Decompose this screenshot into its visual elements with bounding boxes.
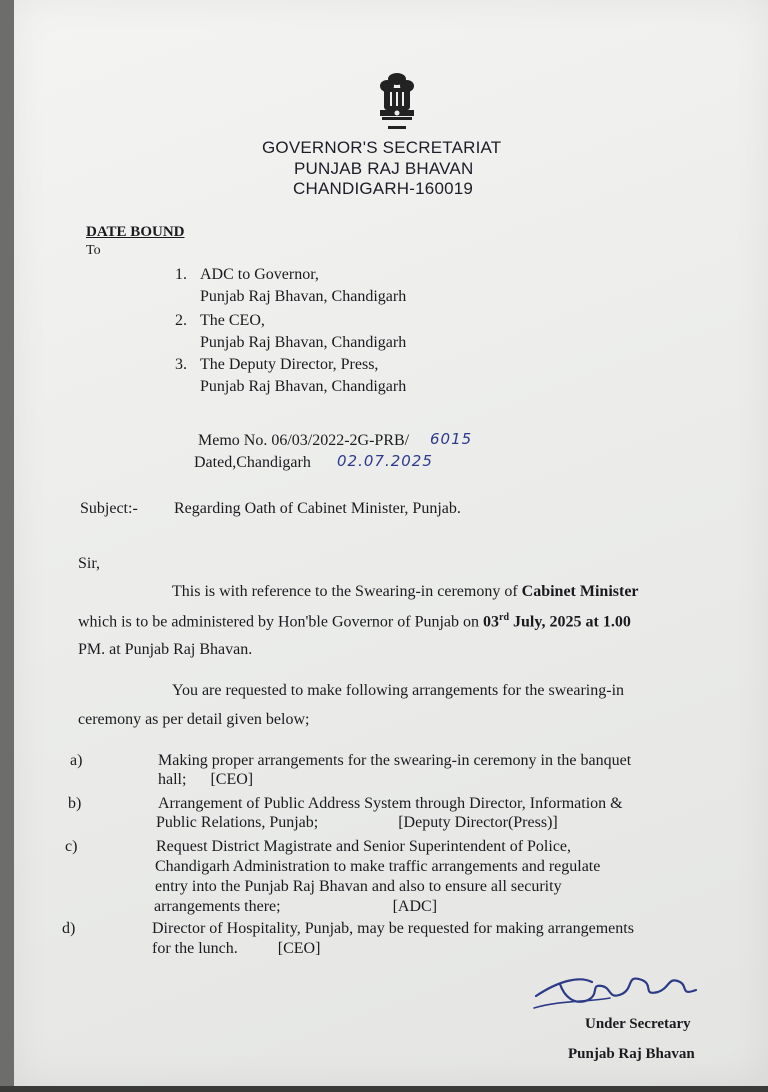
- list-item-line: Director of Hospitality, Punjab, may be requested for making arrangements: [152, 920, 634, 937]
- signature-icon: [530, 960, 705, 1020]
- secretariat-heading: GOVERNOR'S SECRETARIAT: [262, 138, 502, 157]
- state-emblem-icon: [370, 70, 424, 136]
- list-item-label: c): [65, 838, 78, 855]
- memo-number-label: Memo No. 06/03/2022-2G-PRB/: [198, 432, 410, 449]
- recipient-address: Punjab Raj Bhavan, Chandigarh: [200, 334, 407, 351]
- paragraph-line: PM. at Punjab Raj Bhavan.: [78, 641, 253, 658]
- list-item-label: d): [62, 920, 76, 937]
- list-item-line: entry into the Punjab Raj Bhavan and also to ensure all security: [155, 878, 562, 895]
- paragraph-line: which is to be administered by Hon'ble Governor of Punjab on 03rd July, 2025 at 1.00: [78, 612, 631, 631]
- recipient-line: The CEO,: [200, 312, 265, 329]
- signatory-office: Punjab Raj Bhavan: [568, 1046, 695, 1062]
- paragraph-line: ceremony as per detail given below;: [78, 711, 310, 728]
- recipient-number: 3.: [175, 356, 187, 373]
- list-item-label: b): [68, 795, 82, 812]
- paragraph-line: This is with reference to the Swearing-in ceremony of Cabinet Minister: [172, 583, 639, 600]
- list-item-line: for the lunch. [CEO]: [152, 940, 321, 957]
- list-item-line: Arrangement of Public Address System through Director, Information &: [158, 795, 623, 812]
- recipient-address: Punjab Raj Bhavan, Chandigarh: [200, 378, 407, 395]
- list-item-line: arrangements there; [ADC]: [154, 898, 438, 915]
- memo-date-label: Dated,Chandigarh: [194, 454, 311, 471]
- list-item-line: Chandigarh Administration to make traffic arrangements and regulate: [155, 858, 601, 875]
- subject-label: Subject:-: [80, 500, 138, 517]
- page-edge: [0, 1086, 768, 1092]
- city-heading: CHANDIGARH-160019: [293, 179, 474, 198]
- raj-bhavan-heading: PUNJAB RAJ BHAVAN: [294, 159, 474, 178]
- paragraph-line: You are requested to make following arrangements for the swearing-in: [172, 682, 625, 699]
- recipient-line: The Deputy Director, Press,: [200, 356, 379, 373]
- salutation: Sir,: [78, 555, 101, 572]
- list-item-line: Making proper arrangements for the swearing-in ceremony in the banquet: [158, 752, 632, 769]
- recipient-address: Punjab Raj Bhavan, Chandigarh: [200, 288, 407, 305]
- to-label: To: [86, 243, 101, 258]
- list-item-line: hall; [CEO]: [158, 771, 254, 788]
- subject-text: Regarding Oath of Cabinet Minister, Punjab.: [174, 500, 461, 517]
- list-item-label: a): [70, 752, 83, 769]
- signatory-title: Under Secretary: [585, 1016, 691, 1032]
- list-item-line: Request District Magistrate and Senior Superintendent of Police,: [156, 838, 572, 855]
- list-item-line: Public Relations, Punjab; [Deputy Director(Press)]: [156, 814, 558, 831]
- memo-number-handwritten: 6015: [430, 430, 473, 448]
- recipient-number: 1.: [175, 266, 187, 283]
- recipient-line: ADC to Governor,: [200, 266, 319, 283]
- date-bound-label: DATE BOUND: [86, 224, 185, 240]
- recipient-number: 2.: [175, 312, 187, 329]
- memo-date-handwritten: 02.07.2025: [337, 452, 433, 470]
